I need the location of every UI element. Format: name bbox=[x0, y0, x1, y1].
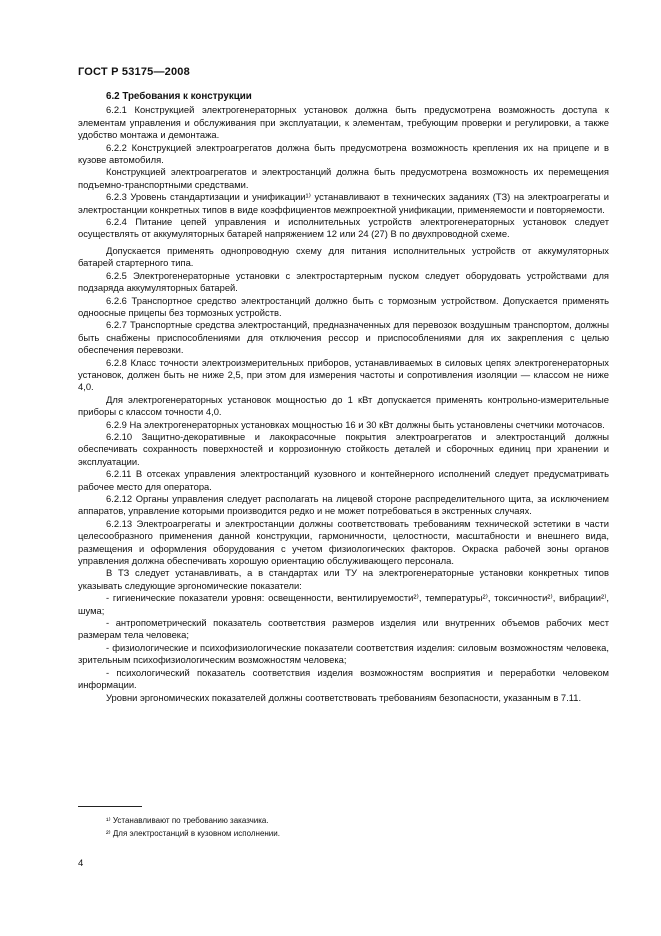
footnotes bbox=[106, 814, 586, 840]
list-item: - физиологические и психофизиологические показатели соответствия изделия: силовым возможностям человека, зрительным психофизиологическим возможностям человека; bbox=[78, 641, 609, 666]
paragraph: 6.2.5 Электрогенераторные установки с электростартерным пуском следует оборудовать устройствами для подзаряда аккумуляторных батарей. bbox=[78, 269, 609, 294]
paragraph: 6.2.11 В отсеках управления электростанций кузовного и контейнерного исполнений следует предусматривать рабочее место для оператора. bbox=[78, 468, 609, 492]
paragraph: Уровни эргономических показателей должны соответствовать требованиям безопасности, указанным в 7.11. bbox=[106, 691, 582, 703]
section-title: 6.2 Требования к конструкции bbox=[106, 91, 252, 102]
paragraph: 6.2.13 Электроагрегаты и электростанции должны соответствовать требованиям технической эстетики в части целесообразного применения данной конструкции, гармоничности, целостности, масштабности и внешнего вида, размещения и оформления оборудования с учетом физиологических факторов. Окраска рабочей зоны органов управления должна обеспечивать хорошую ориентацию обслуживающего персонала. bbox=[78, 517, 609, 567]
paragraph: 6.2.10 Защитно-декоративные и лакокрасочные покрытия электроагрегатов и электростанций должны обеспечивать сохранность поверхностей и коррозионную стойкость деталей и сборочных единиц при хранении и эксплуатации. bbox=[78, 430, 609, 467]
page-number: 4 bbox=[78, 858, 84, 869]
paragraph: Для электрогенераторных установок мощностью до 1 кВт допускается применять контрольно-измерительные приборы с классом точности 4,0. bbox=[78, 393, 609, 418]
paragraph: 6.2.9 На электрогенераторных установках мощностью 16 и 30 кВт должны быть установлены счетчики моточасов. bbox=[106, 418, 605, 430]
footnote: ²⁾ Для электростанций в кузовном исполнении. bbox=[106, 829, 280, 838]
paragraph: В ТЗ следует устанавливать, а в стандартах или ТУ на электрогенераторные установки конкретных типов указывать следующие эргономические показатели: bbox=[78, 567, 609, 591]
footnote: ¹⁾ Устанавливают по требованию заказчика. bbox=[106, 816, 269, 825]
list-item: - гигиенические показатели уровня: освещенности, вентилируемости²⁾, температуры²⁾, токсичности²⁾, вибрации²⁾, шума; bbox=[78, 592, 609, 616]
paragraph: Конструкцией электроагрегатов и электростанций должна быть предусмотрена возможность их перемещения подъемно-транспортными средствами. bbox=[78, 166, 609, 190]
paragraph: 6.2.4 Питание цепей управления и исполнительных устройств электрогенераторных установок следует осуществлять от аккумуляторных батарей напряжением 12 или 24 (27) В по двухпроводной схеме. bbox=[78, 216, 609, 240]
paragraph: 6.2.2 Конструкцией электроагрегатов должна быть предусмотрена возможность крепления их на прицепе и в кузове автомобиля. bbox=[78, 141, 609, 166]
list-item: - антропометрический показатель соответствия размеров изделия или внутренних объемов рабочих мест размерам тела человека; bbox=[78, 617, 609, 641]
paragraph: 6.2.12 Органы управления следует располагать на лицевой стороне распределительного щита, за исключением аппаратов, управление которыми производится редко и не может потребоваться в экстренных случаях. bbox=[78, 493, 609, 517]
paragraph: 6.2.7 Транспортные средства электростанций, предназначенных для перевозок воздушным транспортом, должны быть снабжены приспособлениями для отключения рессор и приспособлениями для их закрепления с целью обеспечения перевозки. bbox=[78, 319, 609, 356]
paragraph: 6.2.6 Транспортное средство электростанций должно быть с тормозным устройством. Допускается применять одноосные прицепы без тормозных устройств. bbox=[78, 294, 609, 318]
list-item: - психологический показатель соответствия изделия возможностям восприятия и переработки человеком информации. bbox=[78, 666, 609, 691]
document-body bbox=[78, 91, 609, 704]
footnote-divider bbox=[78, 806, 142, 807]
document-header: ГОСТ Р 53175—2008 bbox=[78, 66, 190, 78]
paragraph: 6.2.8 Класс точности электроизмерительных приборов, устанавливаемых в силовых цепях электрогенераторных установок, должен быть не ниже 2,5, при этом для измерения частоты и сопротивления изоляции — классом не ниже 4,0. bbox=[78, 356, 609, 393]
paragraph: 6.2.3 Уровень стандартизации и унификации¹⁾ устанавливают в технических заданиях (ТЗ) на электроагрегаты и электростанции конкретных типов в виде коэффициентов межпроектной унификации, применяемости и повторяемости. bbox=[78, 191, 609, 215]
paragraph: Допускается применять однопроводную схему для питания исполнительных устройств от аккумуляторных батарей стартерного типа. bbox=[78, 244, 609, 269]
paragraph: 6.2.1 Конструкцией электрогенераторных установок должна быть предусмотрена возможность доступа к элементам управления и обслуживания при эксплуатации, к элементам, требующим проверки и регулировки, а также удобство монтажа и демонтажа. bbox=[78, 104, 609, 141]
